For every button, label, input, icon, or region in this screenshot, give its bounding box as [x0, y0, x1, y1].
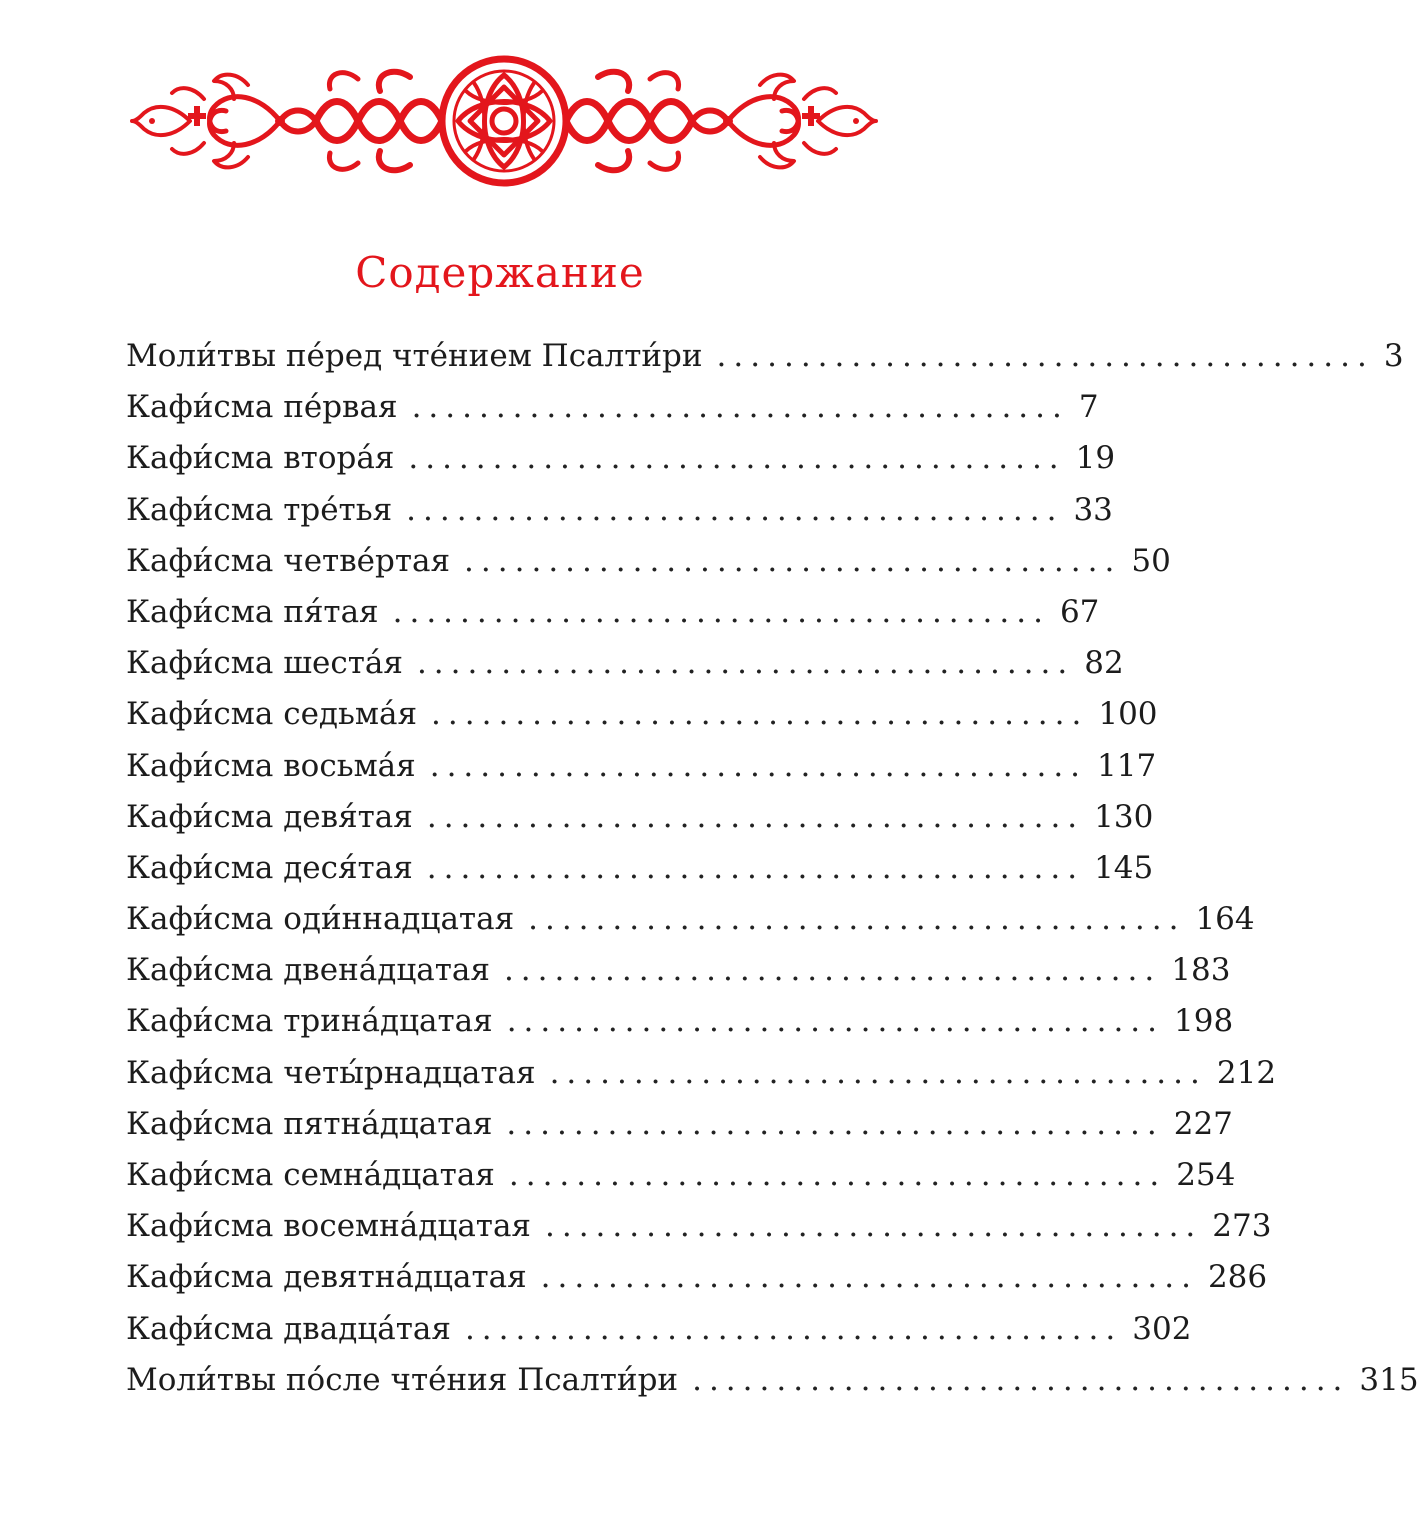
toc-entry	[126, 1355, 1419, 1406]
toc-entry	[126, 1304, 1192, 1355]
toc-entry	[126, 894, 1255, 945]
toc-entry-title: Кафи́сма пятна́дцатая	[126, 1105, 493, 1142]
toc-entry	[126, 331, 1404, 382]
toc-entry-title: Кафи́сма трина́дцатая	[126, 1003, 493, 1040]
toc-entry	[126, 433, 1116, 484]
toc-page-number: 302	[1132, 1310, 1192, 1347]
toc-entry	[126, 1201, 1272, 1252]
toc-entry-title: Кафи́сма девятна́дцатая	[126, 1259, 527, 1296]
toc-entry	[126, 843, 1154, 894]
dot-leader: .......................................	[716, 338, 1374, 374]
toc-entry-title: Моли́твы по́сле чте́ния Псалти́ри	[126, 1361, 679, 1398]
toc-page-number: 183	[1171, 952, 1231, 989]
toc-page-number: 33	[1073, 491, 1113, 528]
dot-leader: .......................................	[544, 1208, 1203, 1245]
dot-leader: .......................................	[508, 1157, 1167, 1193]
dot-leader: .......................................	[692, 1361, 1350, 1398]
dot-leader: .......................................	[506, 1105, 1164, 1142]
toc-entry-title: Кафи́сма четы́рнадцатая	[126, 1054, 536, 1091]
toc-entry-title: Кафи́сма двена́дцатая	[126, 952, 490, 989]
toc-page-number: 145	[1094, 849, 1154, 886]
dot-leader: .......................................	[426, 798, 1085, 835]
toc-page-number: 315	[1359, 1361, 1419, 1398]
dot-leader: .......................................	[392, 593, 1050, 630]
toc-entry	[126, 536, 1171, 587]
toc-page-number: 254	[1176, 1157, 1236, 1193]
toc-entry	[126, 382, 1099, 433]
toc-page-number: 212	[1216, 1054, 1277, 1091]
dot-leader: .......................................	[408, 440, 1066, 477]
toc-entry	[126, 587, 1100, 638]
toc-page-number: 198	[1174, 1003, 1234, 1040]
toc-entry	[126, 689, 1158, 740]
toc-page-number: 273	[1212, 1208, 1272, 1245]
toc-page-number: 82	[1084, 645, 1124, 682]
dot-leader: .......................................	[540, 1259, 1198, 1296]
toc-entry-title: Кафи́сма семна́дцатая	[126, 1157, 495, 1193]
toc-page-number: 227	[1173, 1105, 1233, 1142]
toc-entry-title: Кафи́сма восьма́я	[126, 747, 416, 784]
toc-entry	[126, 792, 1154, 843]
toc-entry-title: Кафи́сма девя́тая	[126, 798, 413, 835]
toc-page-number: 130	[1094, 798, 1154, 835]
toc-entry	[126, 945, 1231, 996]
toc-entry	[126, 741, 1157, 792]
dot-leader: .......................................	[464, 1310, 1123, 1347]
dot-leader: .......................................	[464, 542, 1122, 579]
dot-leader: .......................................	[503, 952, 1162, 989]
toc-entry-title: Кафи́сма деся́тая	[126, 849, 413, 886]
dot-leader: .......................................	[426, 849, 1085, 886]
toc-entry-title: Кафи́сма шеста́я	[126, 645, 403, 682]
dot-leader: .......................................	[431, 696, 1089, 733]
toc-page-number: 100	[1098, 696, 1158, 733]
dot-leader: .......................................	[416, 645, 1075, 682]
toc-entry-title: Кафи́сма седьма́я	[126, 696, 418, 733]
toc-entry-title: Кафи́сма тре́тья	[126, 491, 393, 528]
toc-entry	[126, 1252, 1268, 1303]
dot-leader: .......................................	[429, 747, 1088, 784]
toc-entry-title: Кафи́сма втора́я	[126, 440, 395, 477]
toc-entry	[126, 1048, 1277, 1099]
page-title: Содержание	[355, 248, 645, 297]
ornament-headpiece	[130, 55, 878, 187]
toc-entry	[126, 485, 1113, 536]
toc-entry-title: Кафи́сма пе́рвая	[126, 389, 398, 426]
toc-entry	[126, 996, 1234, 1047]
toc-entry-title: Кафи́сма оди́ннадцатая	[126, 901, 515, 938]
toc-page-number: 164	[1195, 901, 1255, 938]
toc-page-number: 3	[1383, 338, 1404, 374]
toc-entry-title: Моли́твы пе́ред чте́нием Псалти́ри	[126, 338, 703, 374]
toc-page-number: 7	[1078, 389, 1099, 426]
dot-leader: .......................................	[411, 389, 1069, 426]
toc-entry	[126, 1150, 1236, 1201]
toc-entry	[126, 638, 1124, 689]
toc-page-number: 19	[1075, 440, 1116, 477]
toc-entry-title: Кафи́сма четве́ртая	[126, 542, 451, 579]
dot-leader: .......................................	[549, 1054, 1207, 1091]
dot-leader: .......................................	[506, 1003, 1165, 1040]
toc-entry-title: Кафи́сма пя́тая	[126, 593, 379, 630]
dot-leader: .......................................	[528, 901, 1186, 938]
table-of-contents	[126, 331, 1419, 1406]
toc-entry	[126, 1099, 1233, 1150]
toc-page-number: 67	[1059, 593, 1100, 630]
toc-page-number: 286	[1207, 1259, 1268, 1296]
dot-leader: .......................................	[406, 491, 1064, 528]
toc-page-number: 50	[1131, 542, 1171, 579]
toc-page-number: 117	[1097, 747, 1157, 784]
toc-entry-title: Кафи́сма двадца́тая	[126, 1310, 451, 1347]
toc-entry-title: Кафи́сма восемна́дцатая	[126, 1208, 531, 1245]
